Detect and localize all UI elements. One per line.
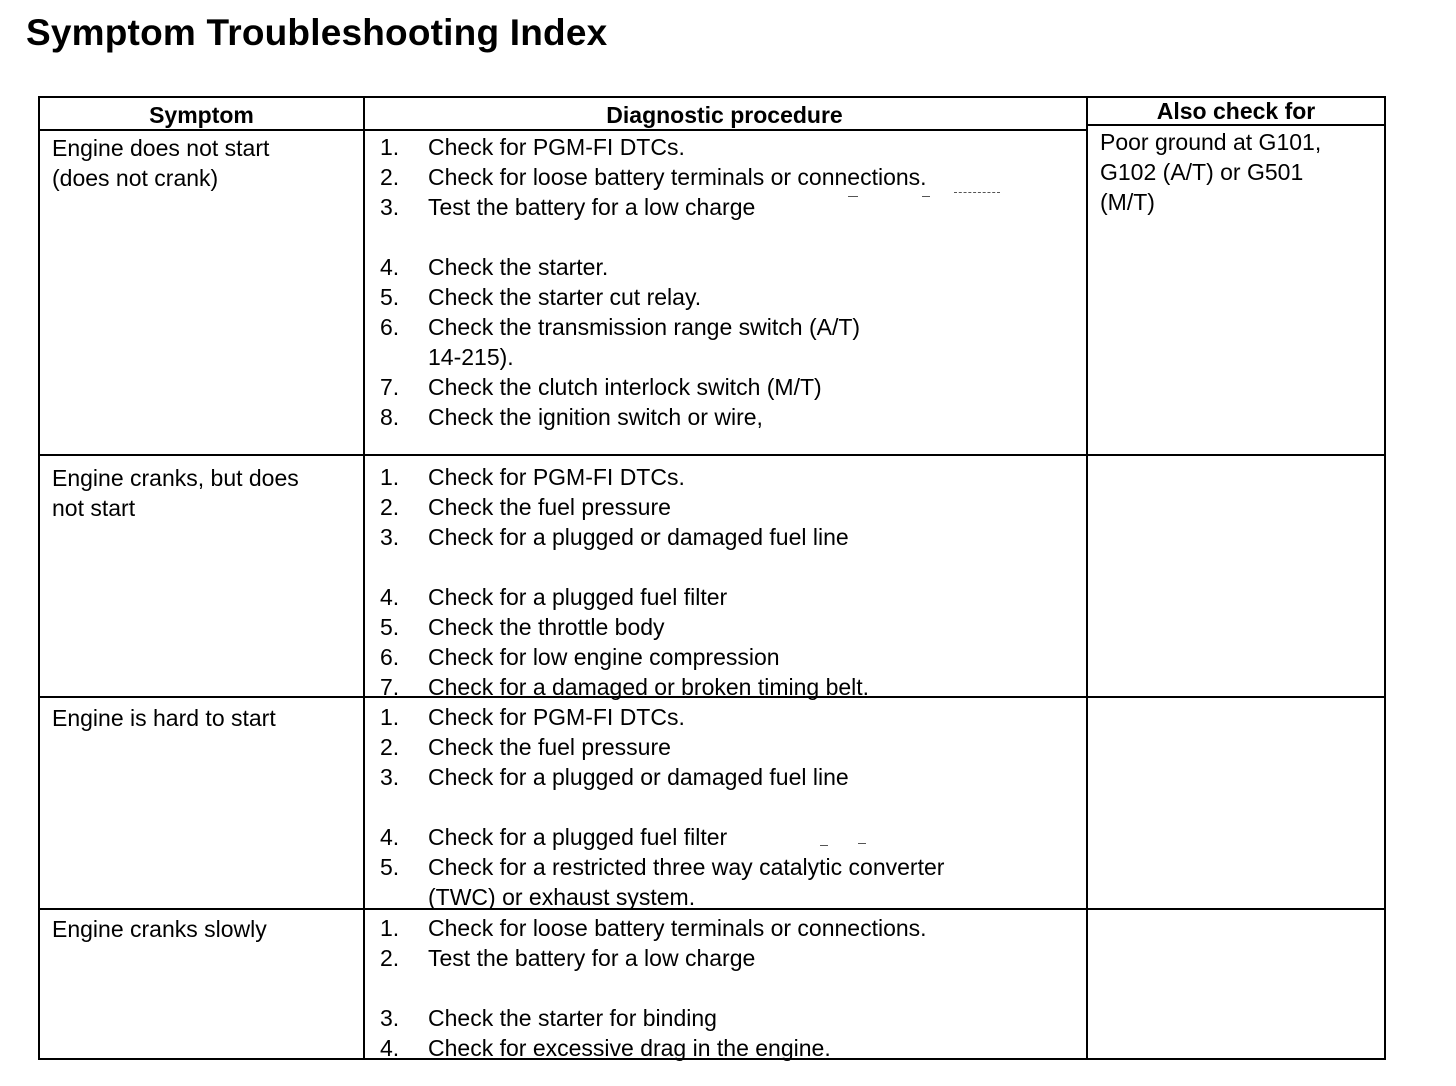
step-number: 2.: [380, 164, 400, 190]
step-text: Check the starter cut relay.: [428, 284, 702, 310]
symptom-line: Engine does not start: [52, 135, 270, 161]
step-number: 6.: [380, 314, 400, 340]
symptom-cell: [52, 463, 299, 523]
step-text: Check for PGM-FI DTCs.: [428, 464, 685, 490]
header-diagnostic-procedure: Diagnostic procedure: [606, 102, 843, 128]
step-text: Check the fuel pressure: [428, 494, 671, 520]
symptom-line: (does not crank): [52, 165, 219, 191]
also-check-line: Poor ground at G101,: [1100, 129, 1322, 155]
step-number: 4.: [380, 1035, 400, 1061]
step-number: 1.: [380, 704, 400, 730]
step-number: 2.: [380, 494, 400, 520]
step-text: Check for loose battery terminals or connections.: [428, 915, 927, 941]
step-number: 5.: [380, 854, 400, 880]
row-divider: [40, 454, 1386, 456]
step-number: 2.: [380, 734, 400, 760]
symptom-line: Engine cranks slowly: [52, 916, 267, 942]
scan-artifact: [820, 845, 828, 846]
symptom-line: Engine is hard to start: [52, 705, 276, 731]
symptom-index-table: [38, 96, 1386, 1060]
step-number: 3.: [380, 1005, 400, 1031]
also-check-cell: [1100, 127, 1321, 217]
step-text: Check the ignition switch or wire,: [428, 404, 763, 430]
step-text: Check the starter for binding: [428, 1005, 717, 1031]
also-check-line: (M/T): [1100, 189, 1155, 215]
step-text: Check the throttle body: [428, 614, 665, 640]
step-text: Check the clutch interlock switch (M/T): [428, 374, 822, 400]
step-number: 8.: [380, 404, 400, 430]
header-also-check-for: Also check for: [1156, 98, 1316, 124]
step-text: Check the starter.: [428, 254, 609, 280]
scan-artifact: [858, 843, 866, 844]
step-number: 4.: [380, 824, 400, 850]
step-number: 7.: [380, 674, 400, 700]
step-text: Test the battery for a low charge: [428, 945, 756, 971]
page-title: Symptom Troubleshooting Index: [26, 12, 608, 53]
step-text: Check for a restricted three way catalytic converter: [428, 854, 945, 880]
header-symptom: Symptom: [149, 102, 254, 128]
step-number: 5.: [380, 614, 400, 640]
step-text: Check for a plugged or damaged fuel line: [428, 524, 849, 550]
step-text: Test the battery for a low charge: [428, 194, 756, 220]
step-text: Check for a plugged fuel filter: [428, 824, 728, 850]
step-text: Check the fuel pressure: [428, 734, 671, 760]
symptom-cell: [52, 133, 269, 193]
step-text: Check for low engine compression: [428, 644, 780, 670]
step-text: Check for PGM-FI DTCs.: [428, 704, 685, 730]
step-text: 14-215).: [428, 344, 514, 370]
step-text: Check for a plugged or damaged fuel line: [428, 764, 849, 790]
column-divider: [1086, 98, 1088, 1058]
step-number: 4.: [380, 254, 400, 280]
scan-artifact: [848, 196, 858, 197]
scan-artifact: [922, 196, 930, 197]
step-number: 1.: [380, 134, 400, 160]
step-text: (TWC) or exhaust system.: [428, 884, 696, 910]
symptom-cell: [52, 914, 267, 944]
step-number: 6.: [380, 644, 400, 670]
column-divider: [363, 98, 365, 1058]
step-text: Check for loose battery terminals or connections.: [428, 164, 927, 190]
step-number: 7.: [380, 374, 400, 400]
step-number: 1.: [380, 464, 400, 490]
step-text: Check for PGM-FI DTCs.: [428, 134, 685, 160]
symptom-line: Engine cranks, but does: [52, 465, 299, 491]
step-number: 4.: [380, 584, 400, 610]
symptom-cell: [52, 703, 276, 733]
step-number: 1.: [380, 915, 400, 941]
step-number: 3.: [380, 764, 400, 790]
row-divider: [40, 908, 1386, 910]
step-text: Check for a damaged or broken timing belt.: [428, 674, 870, 700]
step-number: 3.: [380, 194, 400, 220]
header-divider: [40, 129, 363, 131]
step-text: Check the transmission range switch (A/T): [428, 314, 861, 340]
step-number: 3.: [380, 524, 400, 550]
step-text: Check for a plugged fuel filter: [428, 584, 728, 610]
step-text: Check for excessive drag in the engine.: [428, 1035, 831, 1061]
also-check-line: G102 (A/T) or G501: [1100, 159, 1304, 185]
step-number: 5.: [380, 284, 400, 310]
symptom-line: not start: [52, 495, 136, 521]
step-number: 2.: [380, 945, 400, 971]
scan-artifact: [954, 192, 1000, 194]
header-divider: [363, 129, 1088, 131]
